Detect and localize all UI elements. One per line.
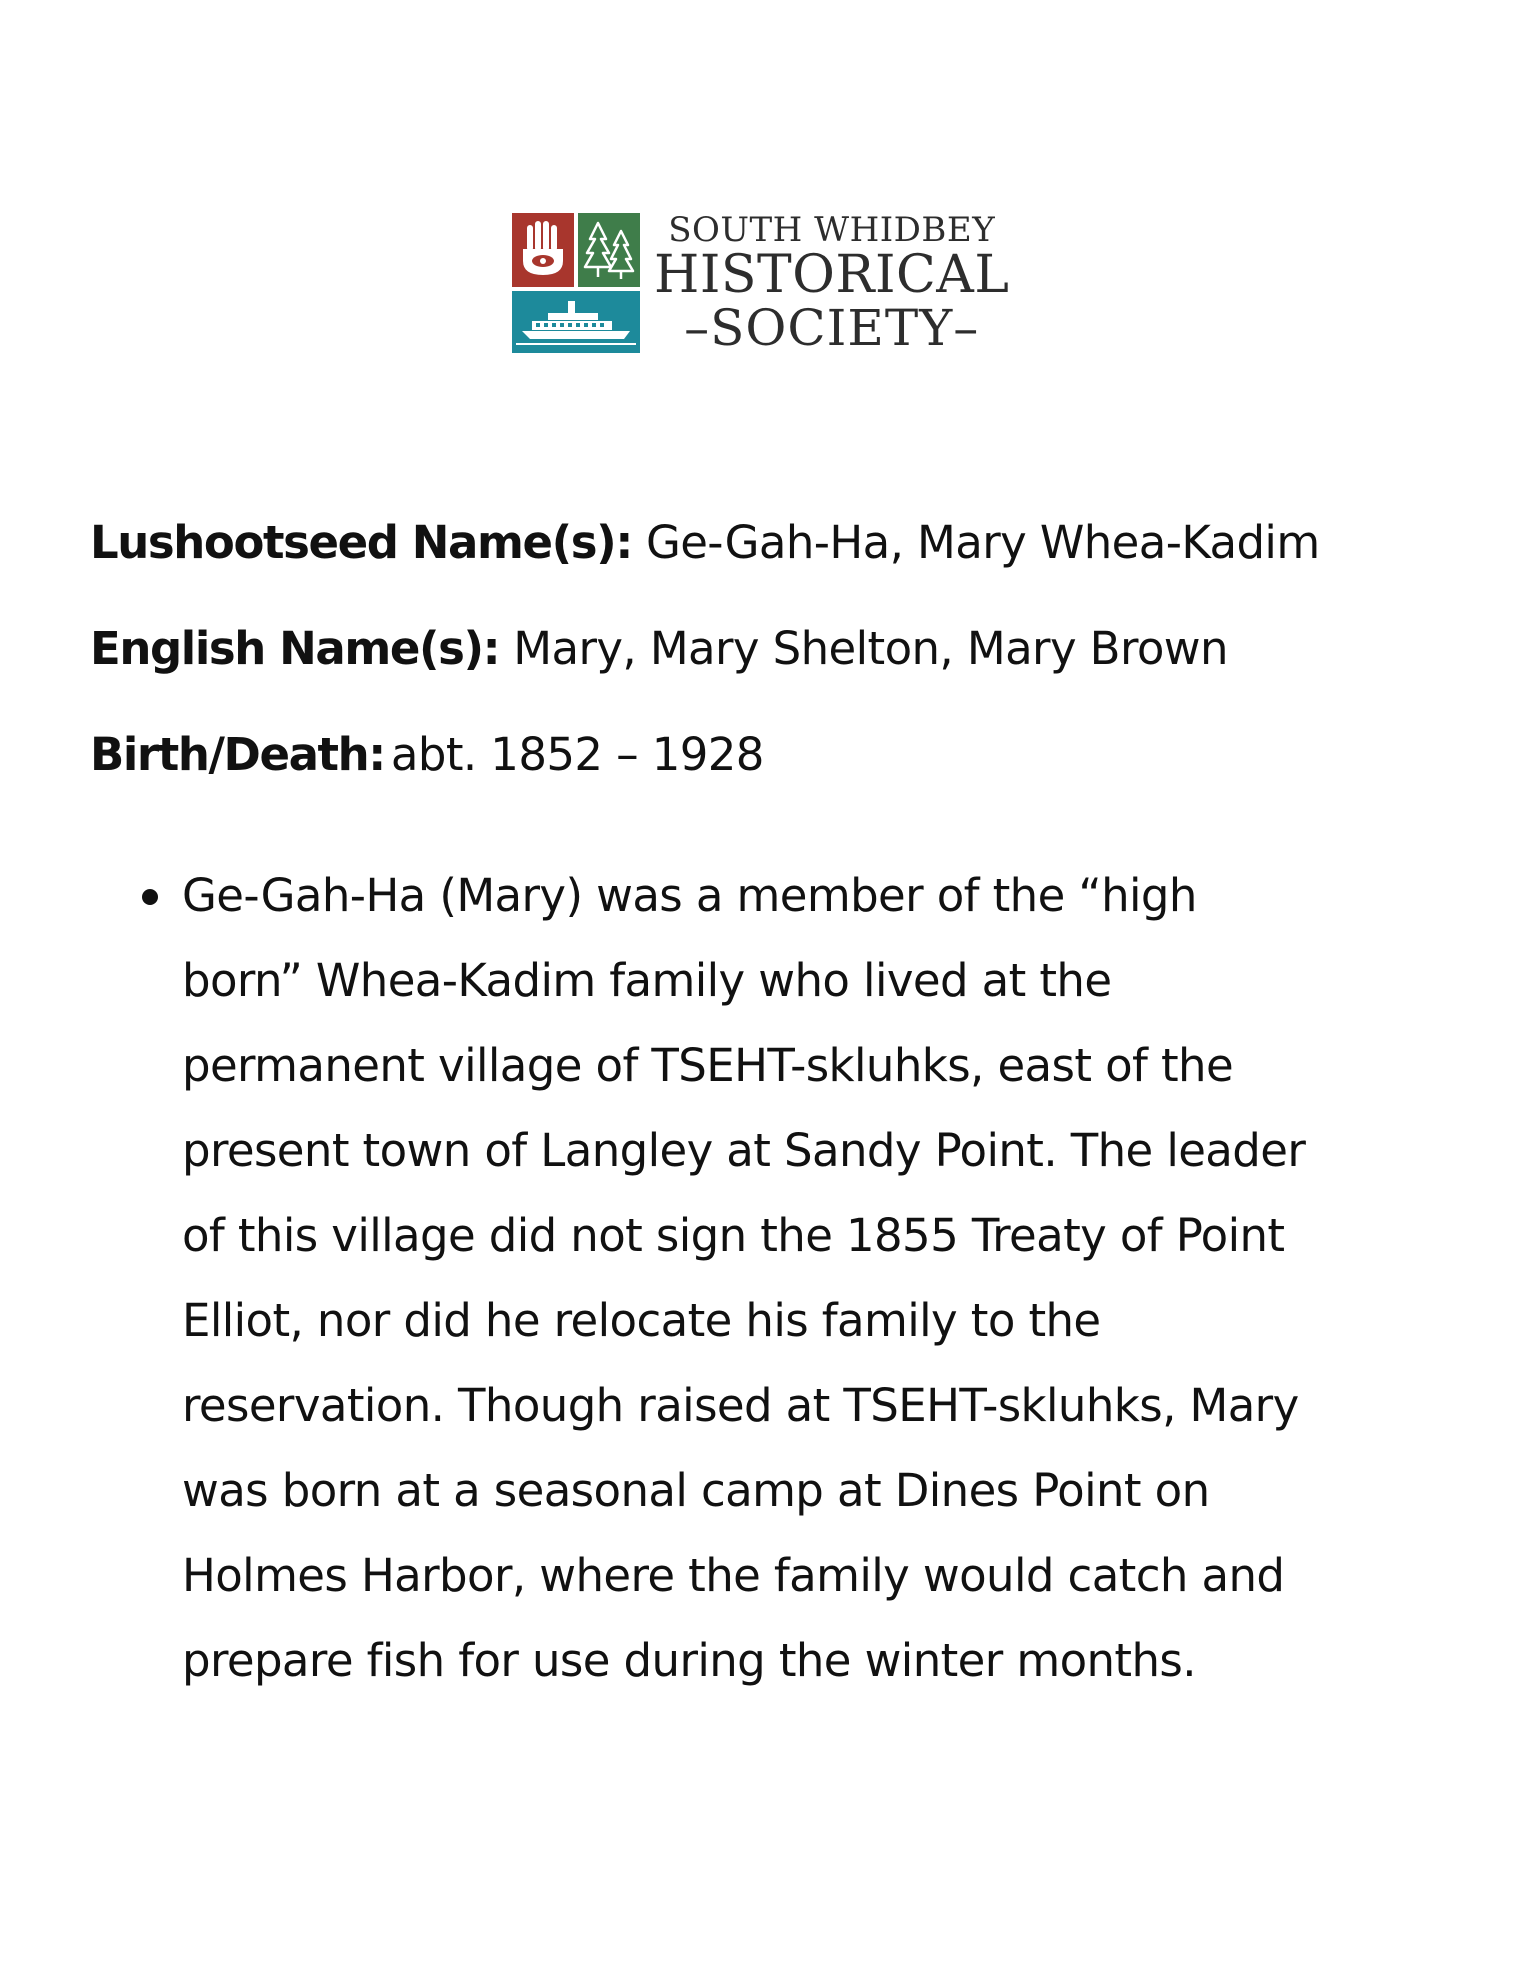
bullet-line: was born at a seasonal camp at Dines Point on — [182, 1464, 1210, 1517]
bullet-line: reservation. Though raised at TSEHT-skluhks, Mary — [182, 1379, 1299, 1432]
birth-death-label: Birth/Death: — [90, 728, 385, 781]
steamboat-icon — [512, 291, 640, 353]
logo-line-historical: HISTORICAL — [654, 245, 1010, 305]
lushootseed-name-label: Lushootseed Name(s): — [90, 516, 632, 569]
logo-mark — [512, 213, 640, 353]
hand-icon — [512, 213, 574, 287]
english-name-label: English Name(s): — [90, 622, 500, 675]
biography-list — [136, 853, 1436, 1703]
logo-line-south-whidbey: SOUTH WHIDBEY — [668, 210, 996, 250]
bullet-line: Elliot, nor did he relocate his family to the — [182, 1294, 1101, 1347]
bullet-line: prepare fish for use during the winter months. — [182, 1634, 1196, 1687]
bullet-line: of this village did not sign the 1855 Treaty of Point — [182, 1209, 1285, 1262]
lushootseed-name-field — [90, 490, 1470, 596]
bullet-line: permanent village of TSEHT-skluhks, east of the — [182, 1039, 1234, 1092]
english-name-value: Mary, Mary Shelton, Mary Brown — [513, 622, 1228, 675]
bullet-line: present town of Langley at Sandy Point. The leader — [182, 1124, 1306, 1177]
lushootseed-name-value: Ge-Gah-Ha, Mary Whea-Kadim — [645, 516, 1320, 569]
bullet-line: born” Whea-Kadim family who lived at the — [182, 954, 1112, 1007]
birth-death-value: abt. 1852 – 1928 — [390, 728, 764, 781]
logo-line-society: –SOCIETY– — [684, 299, 980, 357]
bullet-icon — [142, 889, 158, 905]
bullet-line: Ge-Gah-Ha (Mary) was a member of the “high — [182, 869, 1197, 922]
society-logo — [512, 210, 1010, 357]
trees-icon — [578, 213, 640, 287]
list-item — [136, 853, 1436, 1703]
logo-wordmark — [654, 210, 1010, 357]
bullet-line: Holmes Harbor, where the family would catch and — [182, 1549, 1285, 1602]
birth-death-field — [90, 702, 1470, 808]
english-name-field — [90, 596, 1470, 702]
name-fields — [90, 490, 1470, 808]
